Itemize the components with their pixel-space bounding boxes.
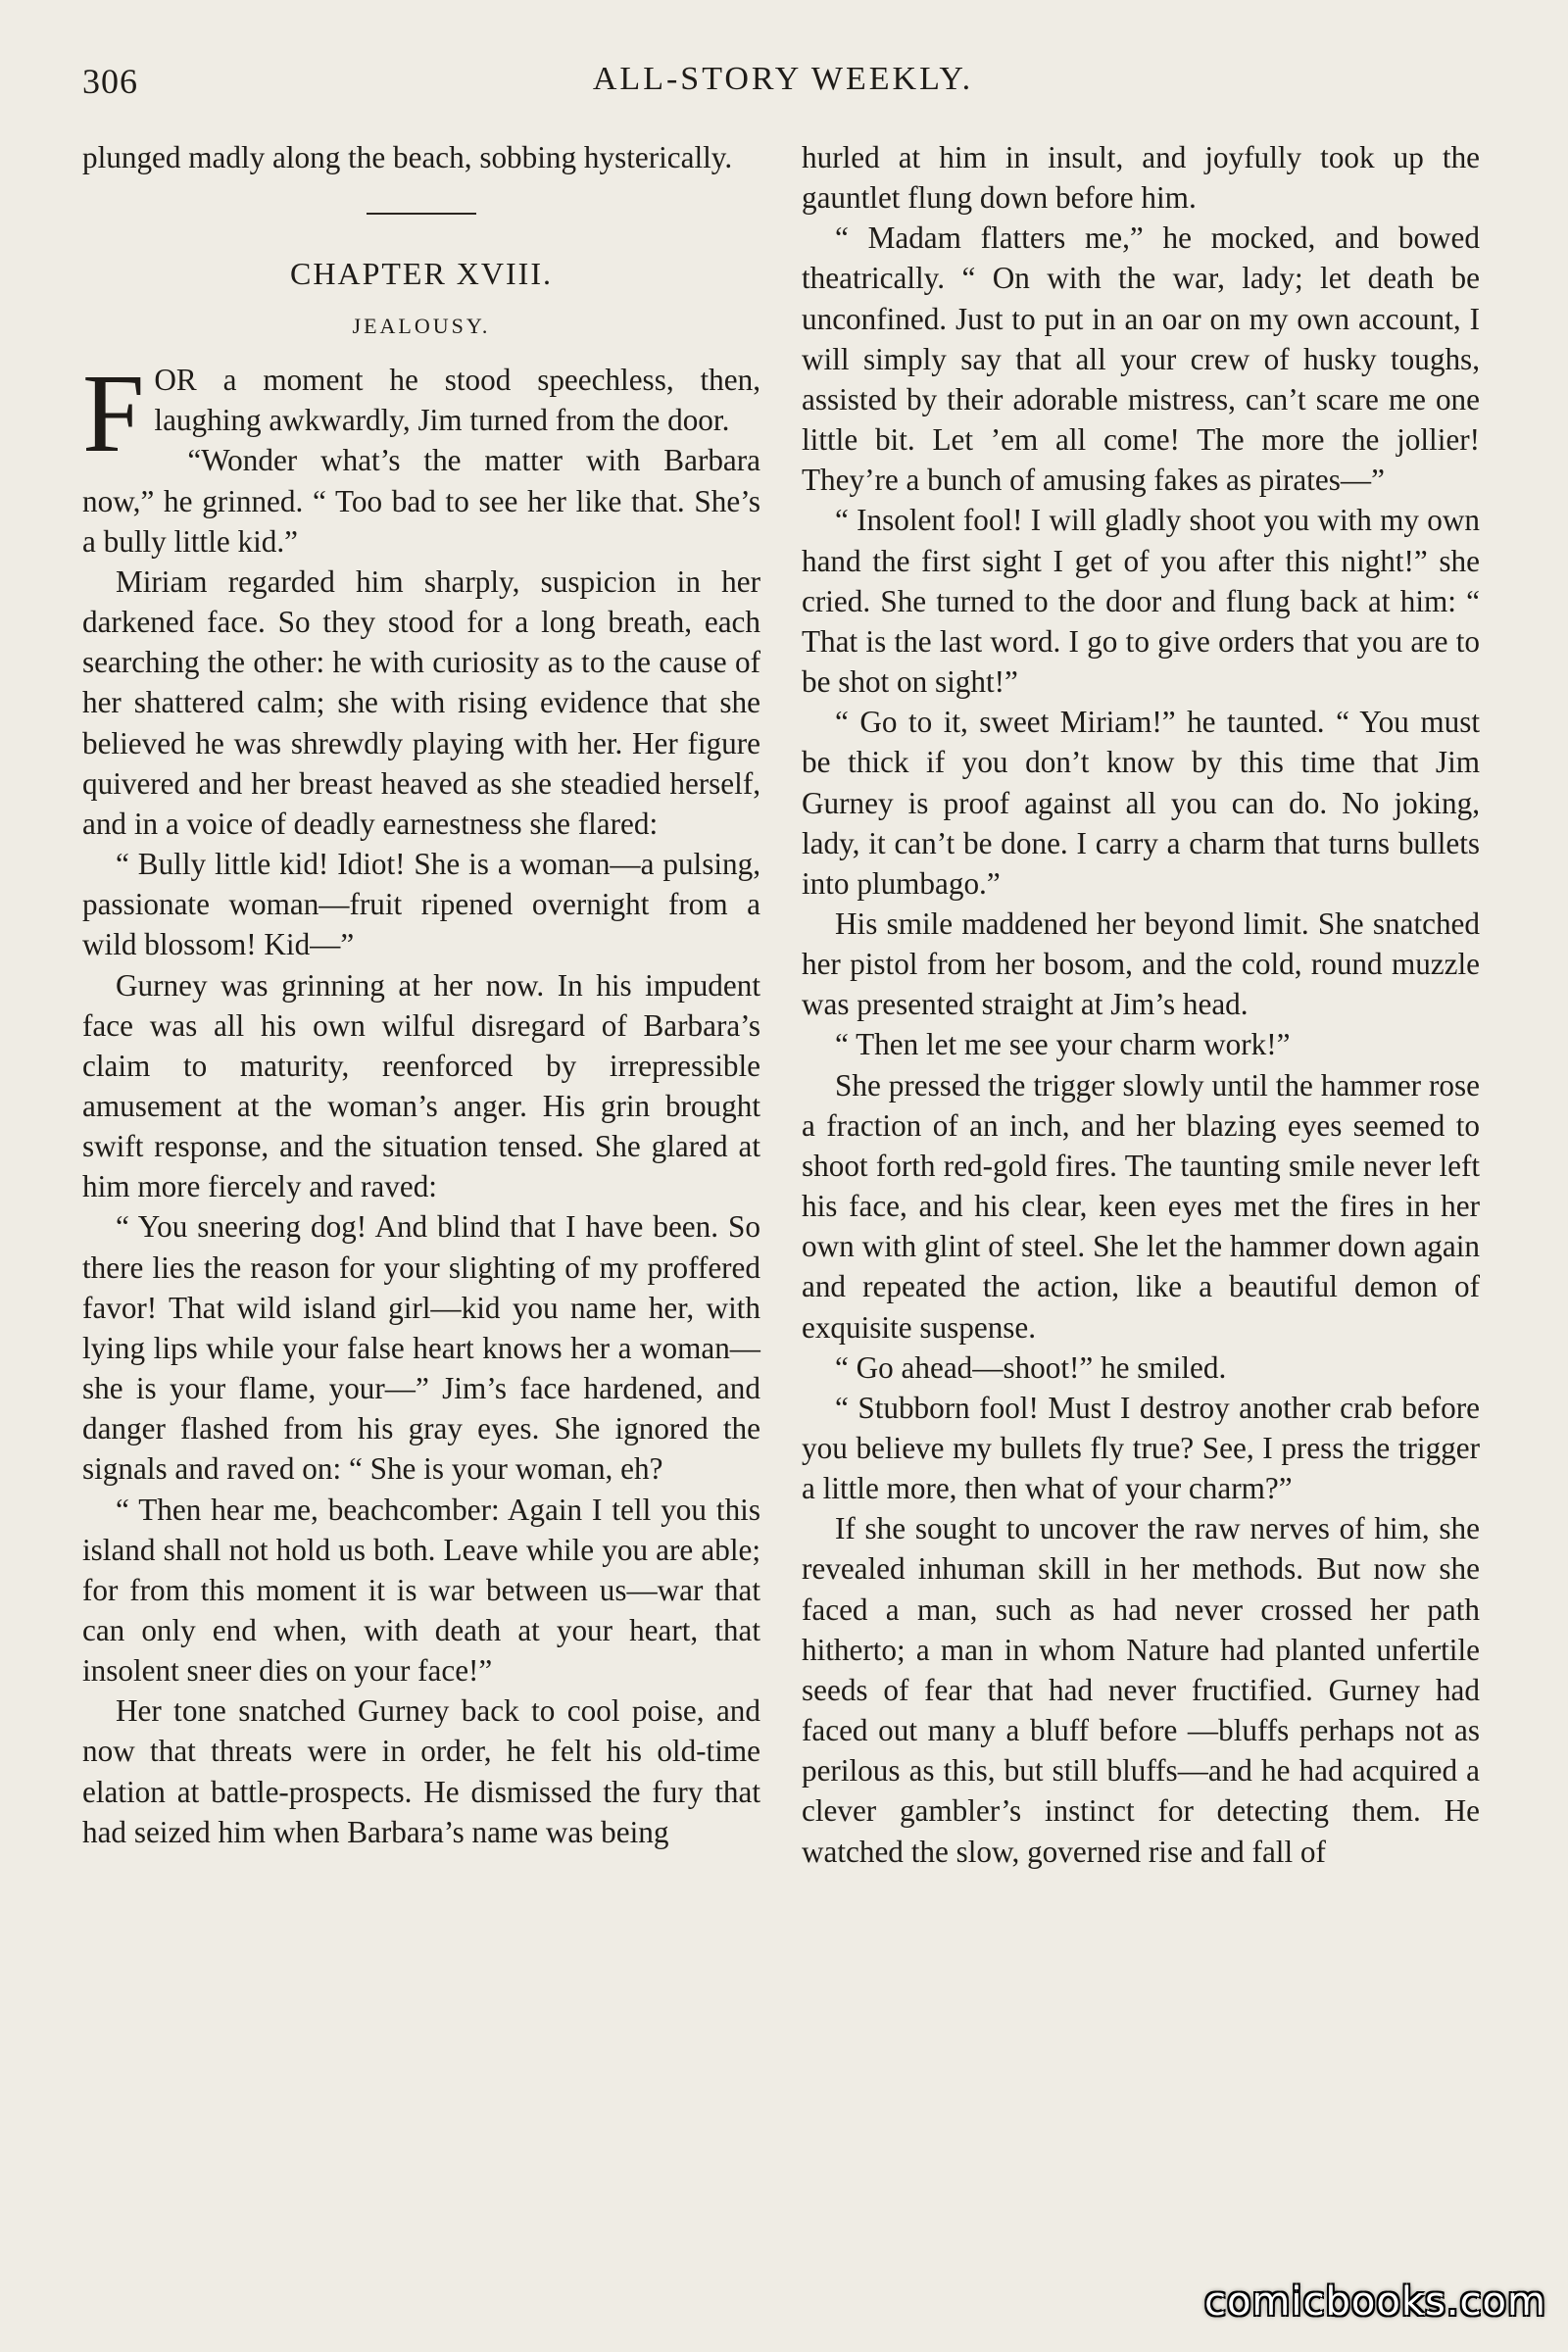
paragraph: She pressed the trigger slowly until the hammer rose a fraction of an inch, and her blazing eyes seemed to shoot forth red-gold fires. The taunting smile never left his face, and his clear, keen eyes met the fires in her own with glint of steel. She let the hammer down again and repeated the action, like a beautiful demon of exquisite suspense. xyxy=(802,1067,1480,1345)
page-number: 306 xyxy=(82,62,138,101)
drop-cap: F xyxy=(82,351,145,476)
paragraph: His smile maddened her beyond limit. She snatched her pistol from her bosom, and the cold, round muzzle was presented straight at Jim’s head. xyxy=(802,906,1480,1022)
running-head: ALL-STORY WEEKLY. xyxy=(592,61,974,97)
paragraph: “ Madam flatters me,” he mocked, and bowed theatrically. “ On with the war, lady; let death be unconfined. Just to put in an oar on my own account, I will simply say that all your crew of husky toughs, assisted by their adorable mistress, can’t scare me one little bit. Let ’em all come! The more the jollier! They’re a bunch of amusing fakes as pirates—” xyxy=(802,220,1480,498)
section-divider xyxy=(367,213,476,215)
paragraph: “ Go to it, sweet Miriam!” he taunted. “ You must be thick if you don’t know by this time that Jim Gurney is proof against all you can do. No joking, lady, it can’t be done. I carry a charm that turns bullets into plumbago.” xyxy=(802,705,1480,901)
paragraph: Miriam regarded him sharply, suspicion in her darkened face. So they stood for a long breath, each searching the other: he with curiosity as to the cause of her shattered calm; she with rising evidence that she believed he was shrewdly playing with her. Her figure quivered and her breast heaved as she steadied herself, and in a voice of deadly earnestness she flared: xyxy=(82,564,760,841)
paragraph: “ Go ahead—shoot!” he smiled. xyxy=(835,1349,1227,1385)
watermark: comicbooks.com xyxy=(1203,2279,1546,2325)
opening-text: OR a moment he stood speechless, then, laughing awkwardly, Jim turned from the door. xyxy=(154,363,760,438)
paragraph: “ Then hear me, beachcomber: Again I tell you this island shall not hold us both. Leave while you are able; for from this moment it is war between us—war that can only end when, with death at your heart, that insolent sneer dies on your face!” xyxy=(82,1492,760,1689)
opening-paragraph xyxy=(82,351,760,476)
paragraph: plunged madly along the beach, sobbing hysterically. xyxy=(82,140,733,174)
page-header xyxy=(82,61,1484,112)
paragraph: “Wonder what’s the matter with Barbara now,” he grinned. “ Too bad to see her like that. She’s a bully little kid.” xyxy=(82,443,760,559)
paragraph: “ Then let me see your charm work!” xyxy=(835,1027,1291,1062)
paragraph: “ Bully little kid! Idiot! She is a woman—a pulsing, passionate woman—fruit ripened overnight from a wild blossom! Kid—” xyxy=(82,847,760,962)
paragraph: Her tone snatched Gurney back to cool poise, and now that threats were in order, he felt his old-time elation at battle-prospects. He dismissed the fury that had seized him when Barbara’s name was being xyxy=(82,1693,760,1849)
chapter-subtitle: JEALOUSY. xyxy=(352,314,491,339)
right-column xyxy=(802,137,1480,1872)
paragraph: “ Insolent fool! I will gladly shoot you with my own hand the first sight I get of you after this night!” she cried. She turned to the door and flung back at him: “ That is the last word. I go to give orders that you are to be shot on sight!” xyxy=(802,503,1480,700)
paragraph: If she sought to uncover the raw nerves of him, she revealed inhuman skill in her methods. But now she faced a man, such as had never crossed her path hitherto; a man in whom Nature had planted unfertile seeds of fear that had never fructified. Gurney had faced out many a bluff before —bluffs perhaps not as perilous as this, but still bluffs—and he had acquired a clever gambler’s instinct for detecting them. He watched the slow, governed rise and fall of xyxy=(802,1511,1480,1869)
chapter-title: CHAPTER XVIII. xyxy=(290,256,553,292)
paragraph: hurled at him in insult, and joyfully took up the gauntlet flung down before him. xyxy=(802,140,1480,216)
paragraph: “ You sneering dog! And blind that I have been. So there lies the reason for your slighting of my proffered favor! That wild island girl—kid you name her, with lying lips while your false heart knows her a woman—she is your flame, your—” Jim’s face hardened, and danger flashed from his gray eyes. She ignored the signals and raved on: “ She is your woman, eh? xyxy=(82,1209,760,1487)
left-column xyxy=(82,137,760,1852)
paragraph: Gurney was grinning at her now. In his impudent face was all his own wilful disregard of Barbara’s claim to maturity, reenforced by irrepressible amusement at the woman’s anger. His grin brought swift response, and the situation tensed. She glared at him more fiercely and raved: xyxy=(82,967,760,1204)
paragraph: “ Stubborn fool! Must I destroy another crab before you believe my bullets fly true? See, I press the trigger a little more, then what of your charm?” xyxy=(802,1390,1480,1506)
